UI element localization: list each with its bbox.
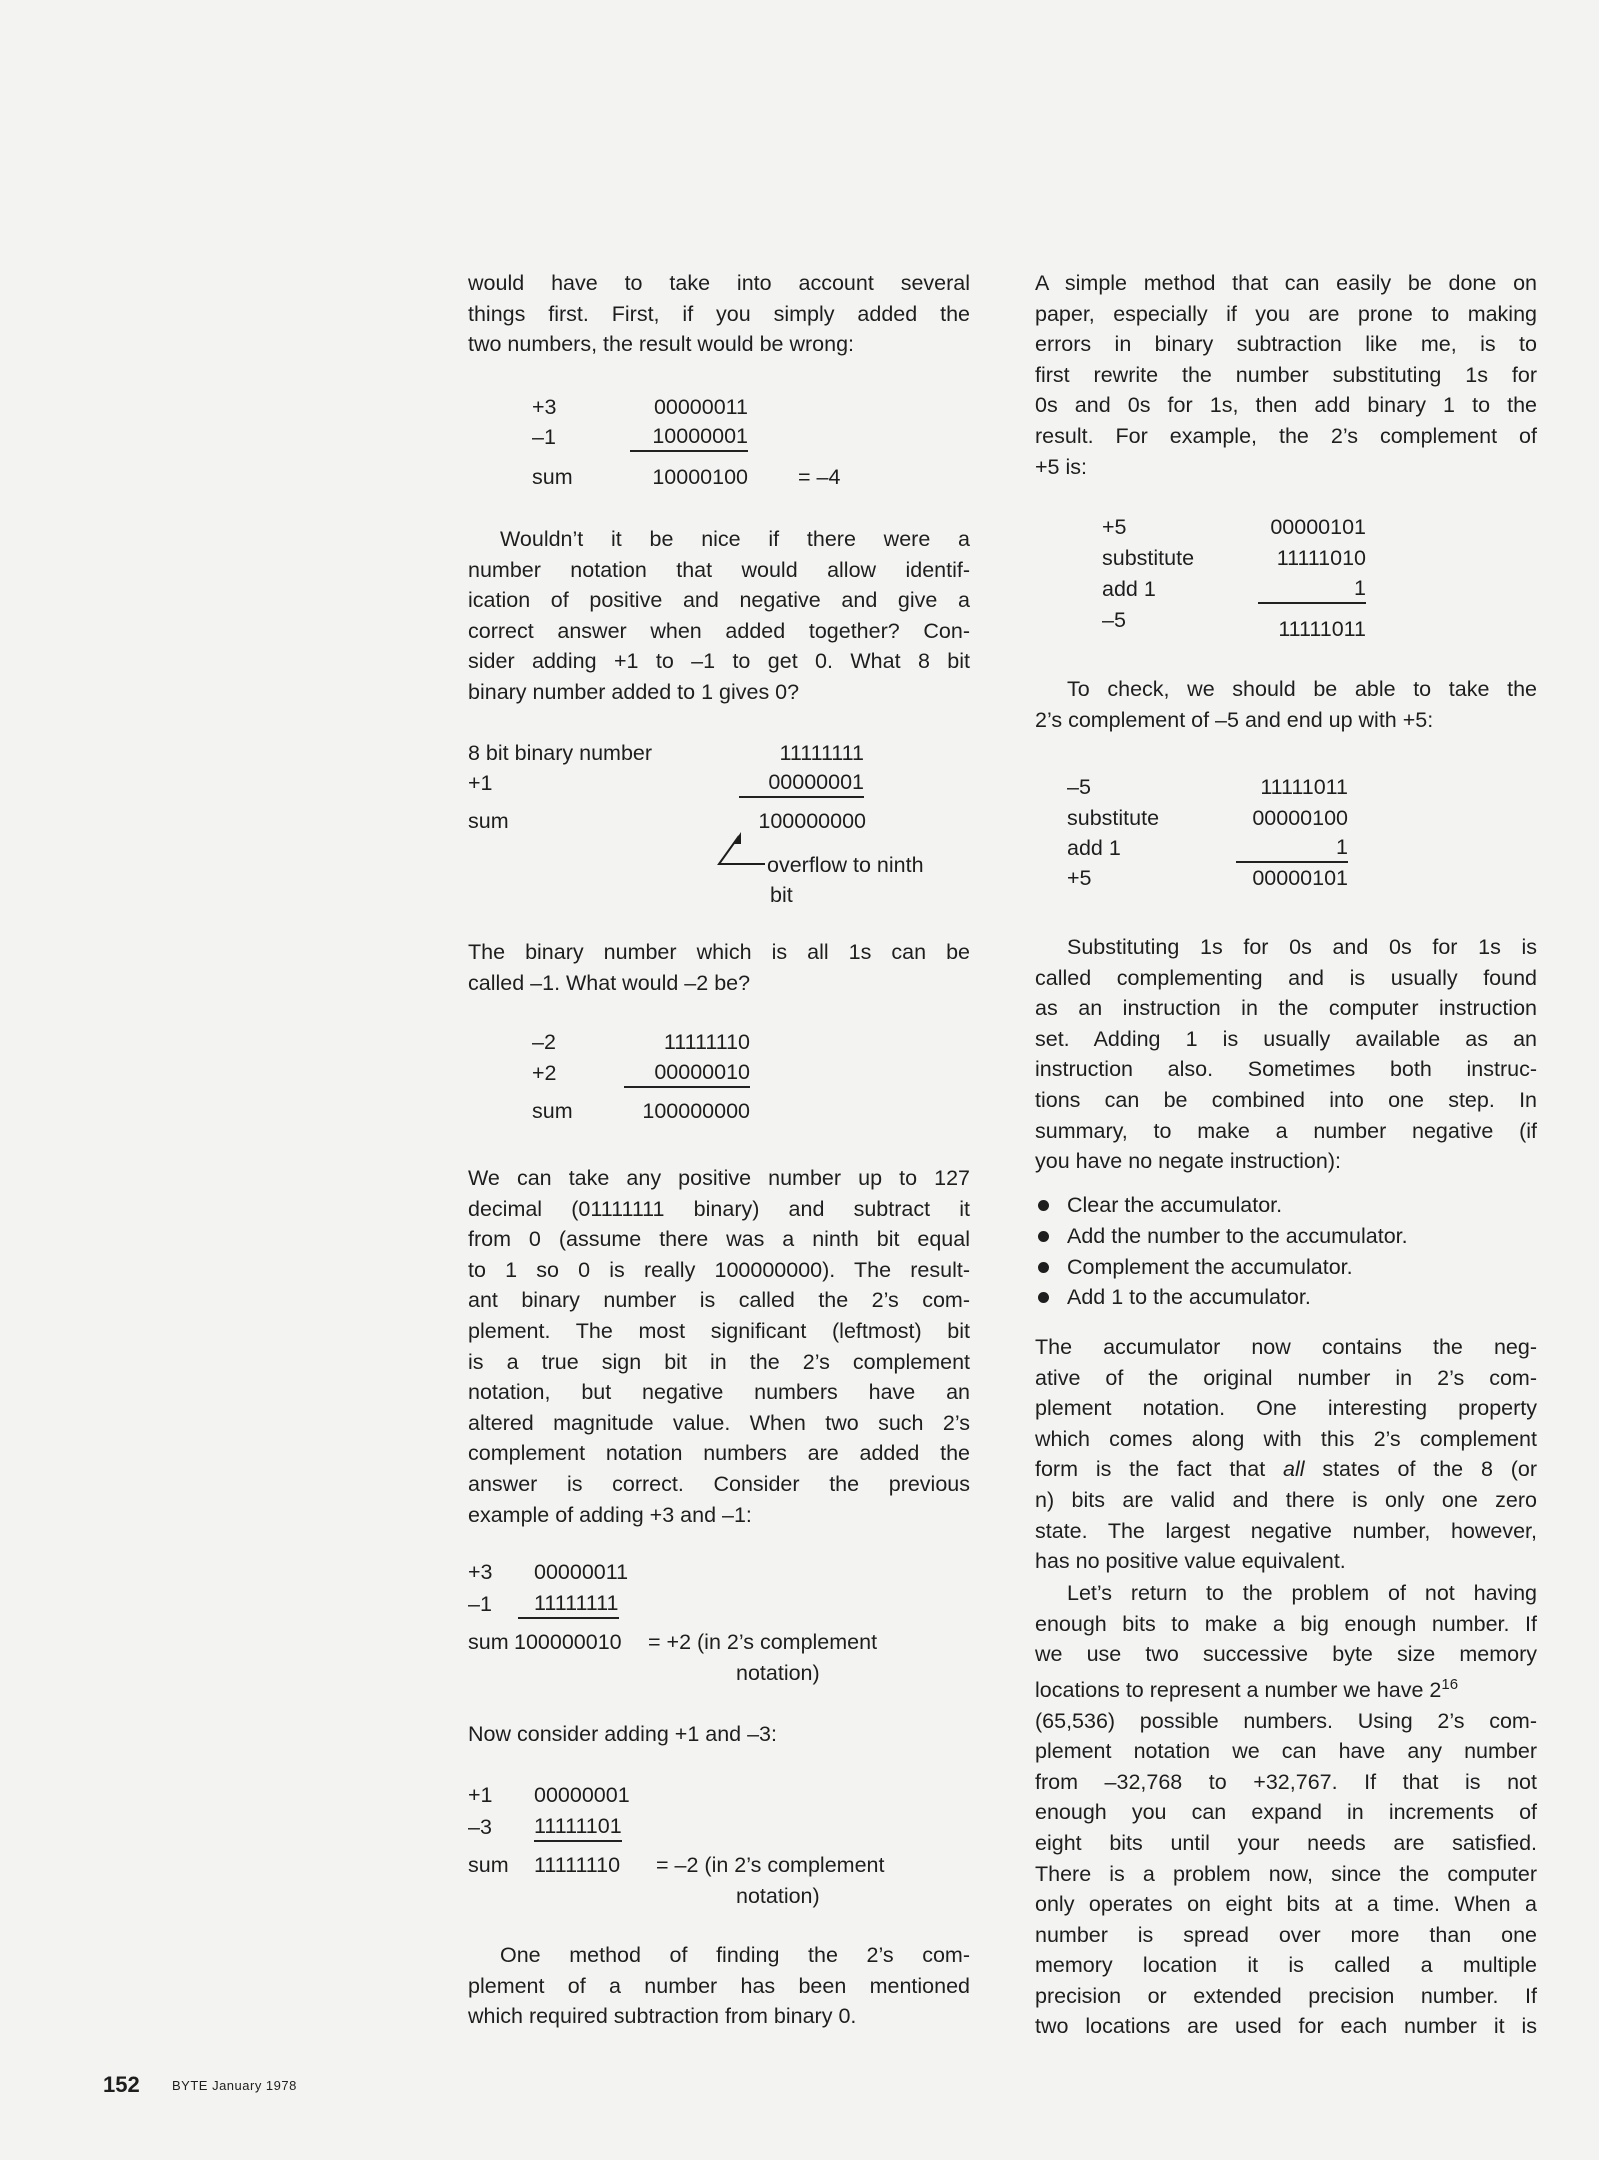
result-text: notation)	[736, 1884, 820, 1908]
text-line: eight bits until your needs are satisfied.	[1035, 1830, 1537, 1855]
row-value: 1	[1258, 574, 1366, 604]
bullet-item: Complement the accumulator.	[1035, 1252, 1408, 1283]
text-line: plement notation. One interesting property	[1035, 1396, 1537, 1421]
text-line: Now consider adding +1 and –3:	[468, 1722, 777, 1746]
row-value: 1	[1236, 833, 1348, 863]
overflow-note: overflow to ninth	[767, 853, 924, 877]
row-value: 00000101	[1252, 866, 1348, 890]
row-label: –3	[468, 1815, 492, 1839]
emphasis: all	[1283, 1457, 1305, 1482]
text-line: precision or extended precision number. If	[1035, 1983, 1537, 2008]
text-line: called –1. What would –2 be?	[468, 970, 751, 995]
text-line: One method of finding the 2’s com-	[500, 1943, 970, 1967]
text-line: The binary number which is all 1s can be	[468, 940, 970, 964]
text-line: ant binary number is called the 2’s com-	[468, 1288, 970, 1313]
overflow-note: bit	[770, 883, 793, 907]
row-label: sum	[468, 1853, 509, 1877]
text-line: Wouldn’t it be nice if there were a	[500, 527, 970, 551]
row-label: substitute	[1067, 806, 1160, 830]
row-label: sum	[532, 1099, 573, 1123]
paragraph	[468, 1940, 970, 2032]
paragraph	[1035, 268, 1537, 482]
text-line: you have no negate instruction):	[1035, 1149, 1341, 1174]
text-line: number notation that would allow identif-	[468, 557, 970, 582]
row-value: 00000101	[1270, 515, 1366, 539]
text-line: plement notation we can have any number	[1035, 1739, 1537, 1764]
row-label: +3	[532, 395, 557, 419]
row-label: +1	[468, 771, 493, 795]
row-label: –1	[532, 425, 556, 449]
row-value: 11111110	[663, 1030, 750, 1054]
paragraph	[1035, 1332, 1537, 1577]
text-line: 0s and 0s for 1s, then add binary 1 to the	[1035, 393, 1537, 418]
row-value: 11111101	[534, 1812, 622, 1842]
text-line: instruction also. Sometimes both instruc-	[1035, 1057, 1537, 1082]
row-label: –5	[1067, 775, 1091, 799]
text-line: enough bits to make a big enough number. If	[1035, 1611, 1537, 1636]
text-line: we use two successive byte size memory	[1035, 1642, 1537, 1667]
result-text: = –4	[798, 465, 841, 489]
text-line: n) bits are valid and there is only one zero	[1035, 1487, 1537, 1512]
paragraph	[468, 524, 970, 708]
text-line: A simple method that can easily be done on	[1035, 271, 1537, 295]
text-line: We can take any positive number up to 127	[468, 1166, 970, 1190]
row-label: add 1	[1102, 577, 1156, 601]
text-line: as an instruction in the computer instruction	[1035, 996, 1537, 1021]
text-line: locations to represent a number we have $2^{16}$	[1035, 1675, 1459, 1702]
text-line: sider adding +1 to –1 to get 0. What 8 bit	[468, 649, 970, 674]
row-value: 11111111	[518, 1589, 619, 1619]
paragraph	[468, 1719, 970, 1750]
text-line: ative of the original number in 2’s com-	[1035, 1365, 1537, 1390]
page-number: 152	[103, 2072, 140, 2097]
row-label: sum	[532, 465, 573, 489]
text-line: would have to take into account several	[468, 271, 970, 295]
text-line: (65,536) possible numbers. Using 2’s com-	[1035, 1708, 1537, 1733]
row-value: 11111110	[534, 1853, 621, 1877]
text-line: correct answer when added together? Con-	[468, 618, 970, 643]
text-line: answer is correct. Consider the previous	[468, 1471, 970, 1496]
paragraph	[1035, 1578, 1537, 2042]
text-line: ication of positive and negative and give a	[468, 588, 970, 613]
text-line: The accumulator now contains the neg-	[1035, 1335, 1537, 1359]
text-line: binary number added to 1 gives 0?	[468, 679, 800, 704]
text-line: Let’s return to the problem of not having	[1067, 1581, 1537, 1605]
text-line: paper, especially if you are prone to making	[1035, 301, 1537, 326]
row-value: 100000000	[758, 809, 866, 833]
text-line: only operates on eight bits at a time. When a	[1035, 1892, 1537, 1917]
row-label: sum	[468, 1630, 509, 1654]
text-line: from –32,768 to +32,767. If that is not	[1035, 1769, 1537, 1794]
row-value: 100000010	[514, 1630, 622, 1654]
row-label: +5	[1067, 866, 1092, 890]
paragraph	[468, 1163, 970, 1530]
row-label: –2	[532, 1030, 556, 1054]
row-value: 11111010	[1276, 546, 1366, 570]
text-line: state. The largest negative number, however,	[1035, 1518, 1537, 1543]
row-value: 11111011	[1260, 775, 1348, 799]
text-line: set. Adding 1 is usually available as an	[1035, 1026, 1537, 1051]
text-line: memory location it is called a multiple	[1035, 1953, 1537, 1978]
row-label: +1	[468, 1783, 493, 1807]
row-value: 00000011	[534, 1560, 629, 1584]
text-line: errors in binary subtraction like me, is to	[1035, 332, 1537, 357]
paragraph	[1035, 932, 1537, 1177]
text-line: altered magnitude value. When two such 2’s	[468, 1410, 970, 1435]
text-line: Substituting 1s for 0s and 0s for 1s is	[1067, 935, 1537, 959]
paragraph	[468, 937, 970, 998]
text-line: example of adding +3 and –1:	[468, 1502, 752, 1527]
text-line: first rewrite the number substituting 1s for	[1035, 362, 1537, 387]
text-line: two numbers, the result would be wrong:	[468, 332, 855, 357]
row-value: 00000001	[739, 768, 864, 798]
text-line: result. For example, the 2’s complement of	[1035, 423, 1537, 448]
text-line: +5 is:	[1035, 454, 1087, 479]
text-line: tions can be combined into one step. In	[1035, 1087, 1537, 1112]
text-line: decimal (01111111 binary) and subtract it	[468, 1196, 970, 1221]
row-label: –1	[468, 1592, 492, 1616]
row-value: 00000011	[653, 395, 748, 419]
row-value: 10000100	[652, 465, 748, 489]
text-line: things first. First, if you simply added the	[468, 301, 970, 326]
paragraph	[468, 268, 970, 360]
result-text: = +2 (in 2’s complement	[648, 1630, 878, 1654]
text-line: form is the fact that all states of the 8 (or	[1035, 1457, 1537, 1482]
row-label: +3	[468, 1560, 493, 1584]
bullet-item: Add the number to the accumulator.	[1035, 1221, 1408, 1252]
bullet-item: Clear the accumulator.	[1035, 1190, 1408, 1221]
row-label: +5	[1102, 515, 1127, 539]
text-line: To check, we should be able to take the	[1067, 677, 1537, 701]
text-line: to 1 so 0 is really 100000000). The result-	[468, 1257, 970, 1282]
bullet-list	[1035, 1190, 1408, 1313]
text-line: plement. The most significant (leftmost) bit	[468, 1318, 970, 1343]
arrow-icon	[715, 832, 767, 872]
text-line: enough you can expand in increments of	[1035, 1800, 1537, 1825]
row-label: 8 bit binary number	[468, 741, 653, 765]
row-label: sum	[468, 809, 509, 833]
row-label: substitute	[1102, 546, 1195, 570]
text-line: which comes along with this 2’s complement	[1035, 1426, 1537, 1451]
row-value: 11111111	[779, 741, 864, 765]
paragraph	[1035, 674, 1537, 735]
text-line: from 0 (assume there was a ninth bit equal	[468, 1227, 970, 1252]
text-line: number is spread over more than one	[1035, 1922, 1537, 1947]
magazine-issue: BYTE January 1978	[172, 2078, 297, 2093]
row-value: 11111011	[1278, 617, 1366, 641]
text-line: complement notation numbers are added the	[468, 1441, 970, 1466]
superscript: 16	[1441, 1675, 1459, 1693]
text-line: has no positive value equivalent.	[1035, 1549, 1346, 1574]
row-value: 10000001	[630, 422, 748, 452]
text-line: notation, but negative numbers have an	[468, 1380, 970, 1405]
result-text: notation)	[736, 1661, 820, 1685]
bullet-item: Add 1 to the accumulator.	[1035, 1282, 1408, 1313]
result-text: = –2 (in 2’s complement	[656, 1853, 885, 1877]
row-value: 00000001	[534, 1783, 630, 1807]
row-value: 00000010	[624, 1058, 750, 1088]
text-line: two locations are used for each number it is	[1035, 2014, 1537, 2039]
text-line: which required subtraction from binary 0.	[468, 2004, 857, 2029]
row-value: 100000000	[642, 1099, 750, 1123]
text-line: plement of a number has been mentioned	[468, 1973, 970, 1998]
text-line: 2’s complement of –5 and end up with +5:	[1035, 707, 1434, 732]
text-line: is a true sign bit in the 2’s complement	[468, 1349, 970, 1374]
row-value: 00000100	[1252, 806, 1348, 830]
text-line: There is a problem now, since the computer	[1035, 1861, 1537, 1886]
row-label: +2	[532, 1061, 557, 1085]
text-line: summary, to make a number negative (if	[1035, 1118, 1537, 1143]
row-label: add 1	[1067, 836, 1121, 860]
row-label: –5	[1102, 608, 1126, 632]
text-line: called complementing and is usually found	[1035, 965, 1537, 990]
